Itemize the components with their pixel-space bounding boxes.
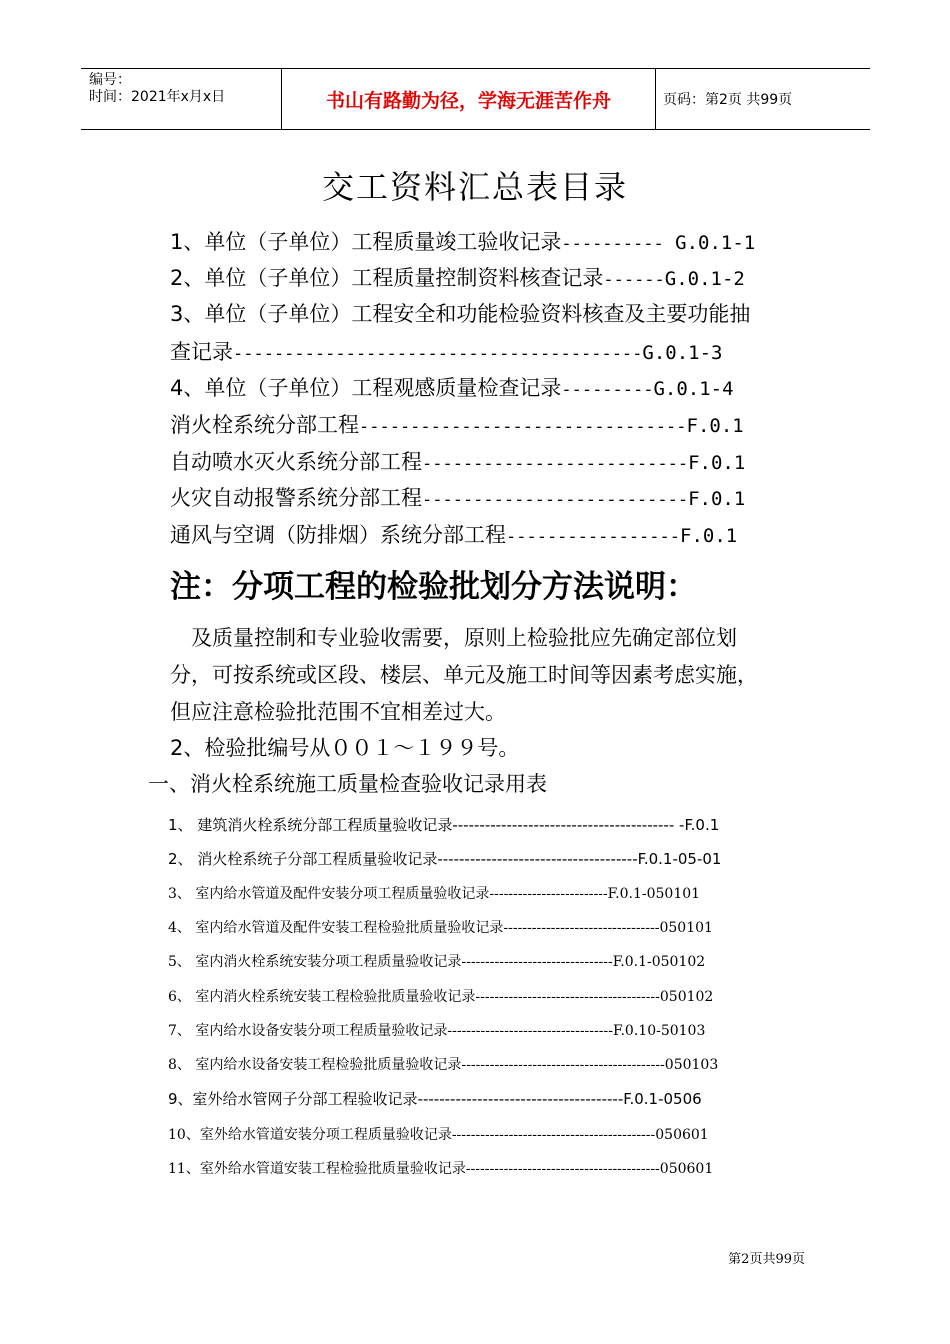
number-label: 编号：: [89, 72, 131, 88]
record-item: 1、 建筑消火栓系统分部工程质量验收记录----------------------------------------- -F.0.1: [168, 816, 720, 834]
record-item: 9、室外给水管网子分部工程验收记录--------------------------------------F.0.1-0506: [168, 1090, 702, 1108]
record-item: 11、室外给水管道安装工程检验批质量验收记录-----------------------------------------050601: [168, 1161, 714, 1177]
record-item: 2、 消火栓系统子分部工程质量验收记录-------------------------------------F.0.1-05-01: [168, 850, 722, 868]
page-footer: 第2页共99页: [728, 1252, 805, 1267]
page-info: 页码：第2页 共99页: [663, 92, 793, 108]
toc-item: 通风与空调（防排烟）系统分部工程-----------------F.0.1: [170, 523, 738, 547]
note-heading: 注：分项工程的检验批划分方法说明：: [170, 569, 697, 605]
time-label: 时间：2021年x月x日: [89, 89, 226, 105]
toc-item: 消火栓系统分部工程--------------------------------F.0.1: [170, 413, 744, 437]
record-item: 10、室外给水管道安装分项工程质量验收记录-------------------------------------------050601: [168, 1127, 709, 1143]
record-item: 5、 室内消火栓系统安装分项工程质量验收记录--------------------------------F.0.1-050102: [168, 954, 706, 970]
toc-item: 1、单位（子单位）工程质量竣工验收记录---------- G.0.1-1: [170, 230, 756, 254]
toc-item: 2、单位（子单位）工程质量控制资料核查记录------G.0.1-2: [170, 266, 745, 290]
record-item: 7、 室内给水设备安装分项工程质量验收记录-----------------------------------F.0.10-50103: [168, 1023, 706, 1039]
header-table: [81, 68, 870, 130]
toc-item: 3、单位（子单位）工程安全和功能检验资料核查及主要功能抽: [170, 302, 751, 326]
motto: 书山有路勤为径，学海无涯苦作舟: [282, 69, 656, 129]
header-meta-cell: [81, 69, 282, 129]
record-item: 6、 室内消火栓系统安装工程检验批质量验收记录---------------------------------------050102: [168, 989, 714, 1005]
paragraph-line: 及质量控制和专业验收需要，原则上检验批应先确定部位划: [191, 626, 737, 650]
toc-item: 自动喷水灭火系统分部工程--------------------------F.0.1: [170, 450, 746, 474]
paragraph-line: 2、检验批编号从００１～１９９号。: [170, 736, 520, 760]
toc-item: 查记录----------------------------------------G.0.1-3: [170, 340, 723, 364]
paragraph-line: 但应注意检验批范围不宜相差过大。: [170, 700, 506, 724]
page-title: 交工资料汇总表目录: [321, 168, 628, 206]
record-item: 3、 室内给水管道及配件安装分项工程质量验收记录-------------------------F.0.1-050101: [168, 886, 701, 902]
paragraph-line: 分，可按系统或区段、楼层、单元及施工时间等因素考虑实施，: [170, 663, 758, 687]
record-item: 4、 室内给水管道及配件安装工程检验批质量验收记录---------------------------------050101: [168, 920, 713, 936]
toc-item: 火灾自动报警系统分部工程--------------------------F.0.1: [170, 486, 746, 510]
record-item: 8、 室内给水设备安装工程检验批质量验收记录-------------------------------------------050103: [168, 1057, 719, 1073]
toc-item: 4、单位（子单位）工程观感质量检查记录---------G.0.1-4: [170, 376, 734, 400]
section-title: 一、消火栓系统施工质量检查验收记录用表: [148, 772, 547, 796]
